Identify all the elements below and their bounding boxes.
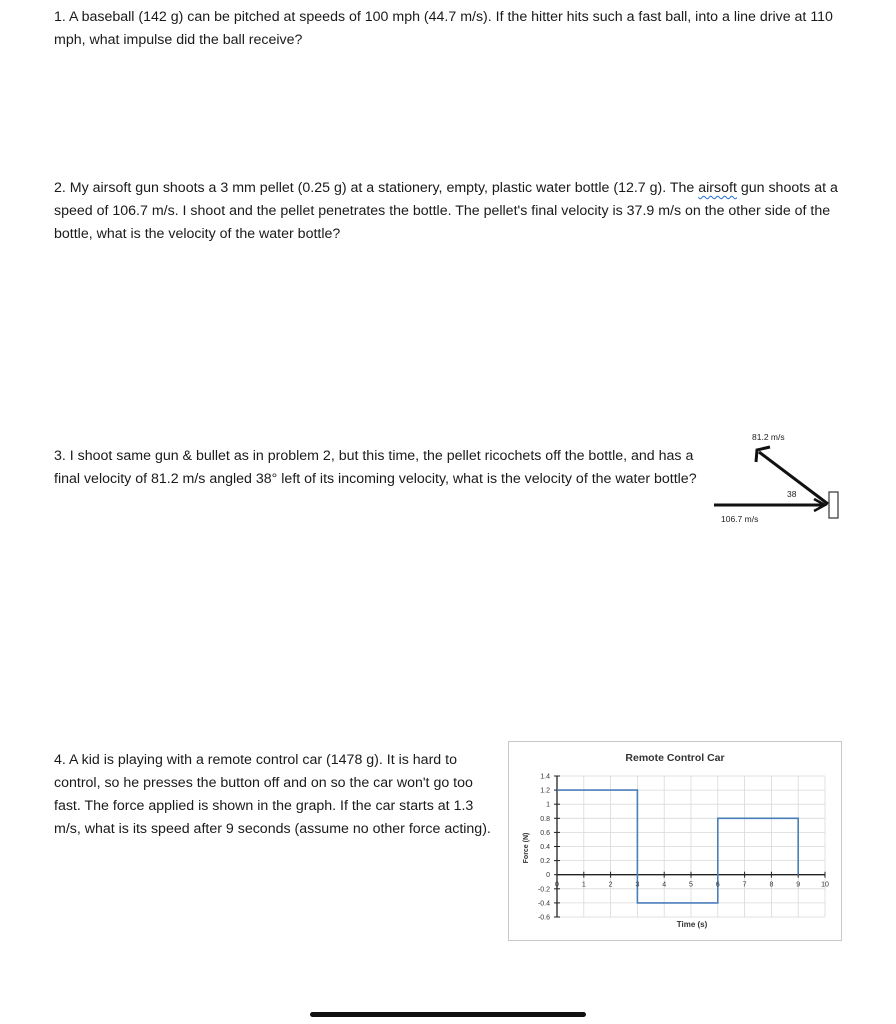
- x-tick-label: 7: [742, 881, 747, 889]
- chart-border: [509, 742, 842, 941]
- y-tick-label: 1.4: [540, 773, 550, 781]
- final-velocity-label: 81.2 m/s: [752, 432, 785, 442]
- x-tick-label: 0: [555, 881, 559, 889]
- spellcheck-flagged-word[interactable]: airsoft: [698, 180, 737, 196]
- x-tick-label: 2: [608, 881, 613, 889]
- angle-label: 38: [787, 489, 797, 499]
- y-tick-label: 0.6: [540, 829, 550, 837]
- y-tick-label: 1.2: [540, 787, 550, 795]
- y-tick-label: -0.6: [537, 914, 550, 922]
- problem-2-text-end: gun shoots at a speed of 106.7 m/s. I shoot and the pellet penetrates the bottle. The pellet's final velocity is 37.9 m/s on the other side of the bottle, what is the velocity of the water bottle?: [54, 180, 838, 242]
- force-time-chart: [508, 741, 842, 941]
- water-bottle: [829, 492, 838, 518]
- x-tick-label: 10: [821, 881, 829, 889]
- y-tick-label: 0.2: [540, 858, 550, 866]
- problem-1-text: 1. A baseball (142 g) can be pitched at speeds of 100 mph (44.7 m/s). If the hitter hits such a fast ball, into a line drive at 110 mph, what impulse did the ball receive?: [54, 9, 833, 48]
- x-axis-label: Time (s): [676, 920, 708, 929]
- x-tick-label: 5: [689, 881, 693, 889]
- x-tick-label: 3: [635, 881, 640, 889]
- problem-2: [54, 177, 854, 246]
- problem-4: [54, 749, 494, 841]
- problem-3-text: 3. I shoot same gun & bullet as in problem 2, but this time, the pellet ricochets off the bottle, and has a final velocity of 81.2 m/s angled 38° left of its incoming velocity, what is the velocity of the water bottle?: [54, 448, 697, 487]
- x-tick-label: 4: [662, 881, 667, 889]
- y-tick-label: -0.2: [537, 886, 550, 894]
- y-tick-label: 0: [546, 872, 550, 880]
- x-tick-label: 6: [715, 881, 720, 889]
- ricochet-diagram: [700, 425, 850, 530]
- y-tick-label: -0.4: [537, 900, 550, 908]
- problem-2-text-start: 2. My airsoft gun shoots a 3 mm pellet (0.25 g) at a stationery, empty, plastic water bottle (12.7 g). The: [54, 180, 699, 196]
- y-tick-label: 1: [546, 801, 550, 809]
- y-axis-label: Force (N): [523, 832, 530, 864]
- y-tick-label: 0.8: [540, 815, 550, 823]
- initial-velocity-label: 106.7 m/s: [721, 514, 759, 524]
- problem-4-text: 4. A kid is playing with a remote control car (1478 g). It is hard to control, so he presses the button off and on so the car won't go too fast. The force applied is shown in the graph. If the car starts at 1.3 m/s, what is its speed after 9 seconds (assume no other force acting).: [54, 752, 491, 837]
- home-indicator[interactable]: [310, 1012, 586, 1017]
- x-tick-label: 1: [581, 881, 586, 889]
- chart-title: Remote Control Car: [625, 752, 725, 764]
- problem-1: [54, 6, 854, 52]
- problem-3: [54, 445, 704, 491]
- x-tick-label: 9: [796, 881, 801, 889]
- x-tick-label: 8: [769, 881, 774, 889]
- y-tick-label: 0.4: [540, 844, 550, 851]
